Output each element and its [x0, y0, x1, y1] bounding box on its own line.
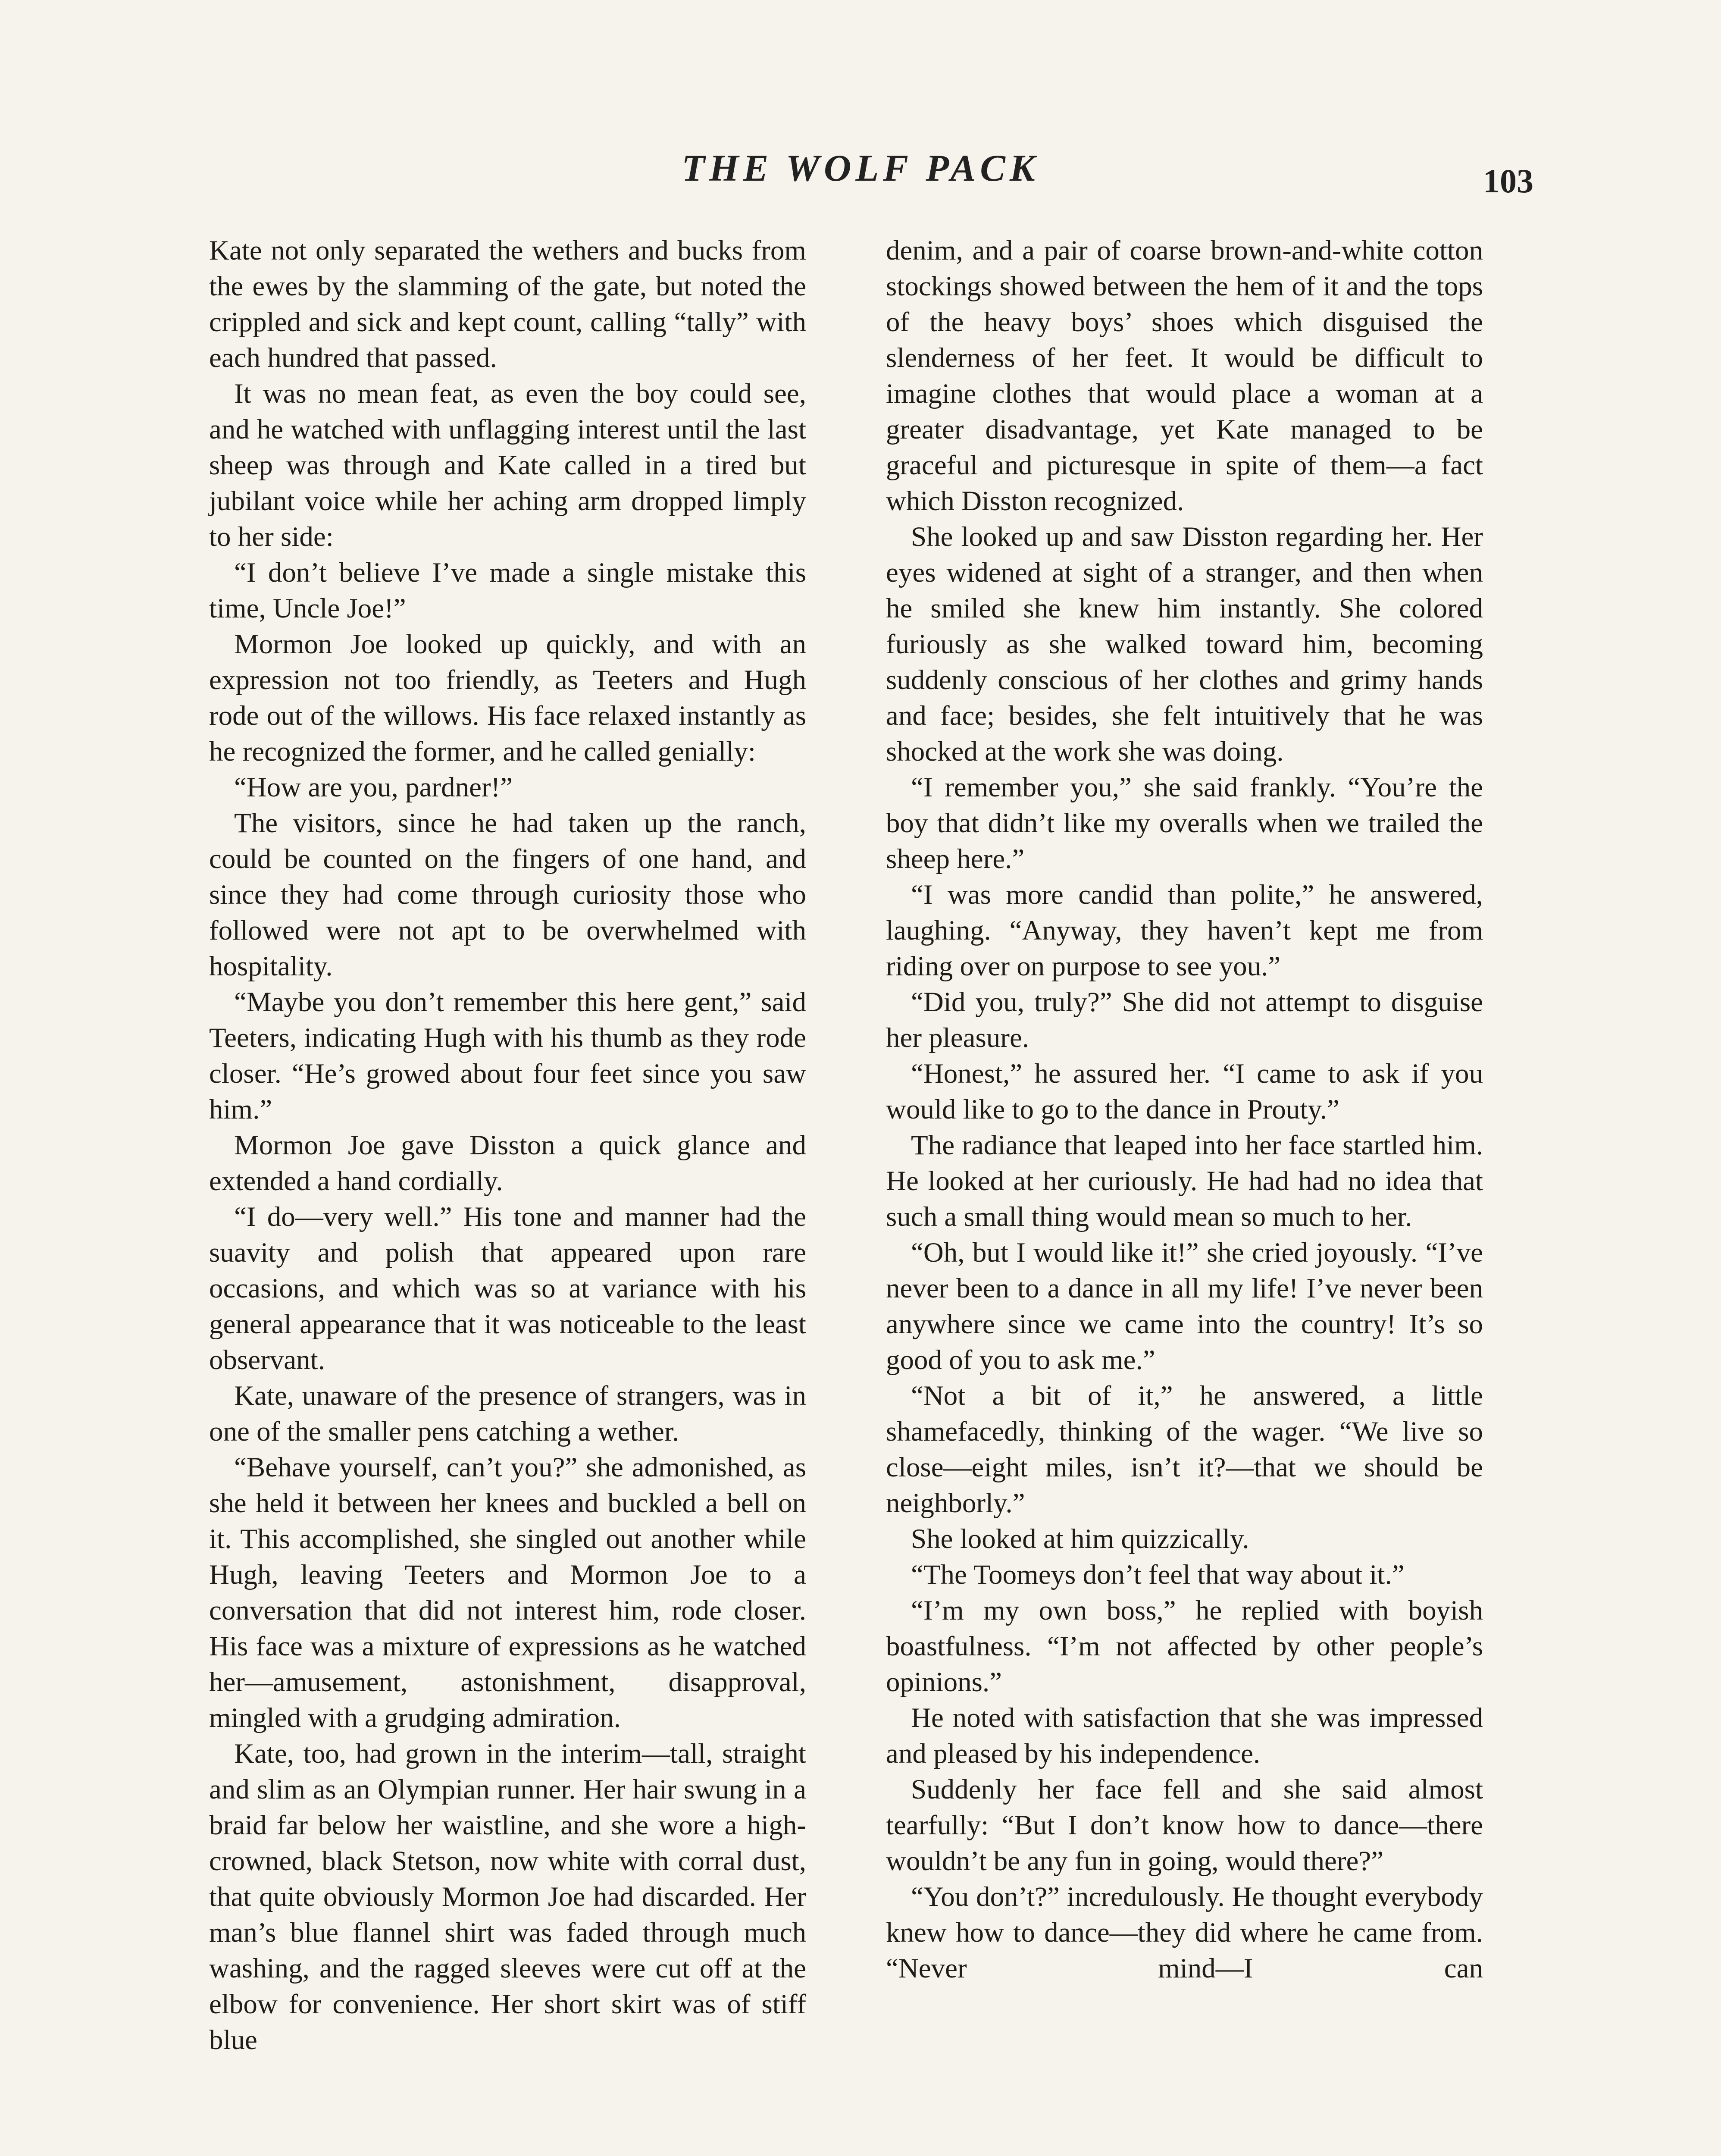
paragraph: Kate not only separated the wethers and bucks from the ewes by the slamming of the gate, but noted the crippled and sick and kept count, calling “tally” with each hundred that passed. — [209, 235, 806, 373]
paragraph: “I remember you,” she said frankly. “You’re the boy that didn’t like my overalls when we trailed the sheep here.” — [886, 772, 1483, 874]
paragraph: denim, and a pair of coarse brown-and-white cotton stockings showed between the hem of it and the tops of the heavy boys’ shoes which disguised the slenderness of her feet. It would be difficult to imagine clothes that would place a woman at a greater disadvantage, yet Kate managed to be graceful and picturesque in spite of them—a fact which Disston recognized. — [886, 235, 1483, 517]
paragraph: The radiance that leaped into her face startled him. He looked at her curiously. He had had no idea that such a small thing would mean so much to her. — [886, 1130, 1483, 1232]
running-head: THE WOLF PACK — [682, 147, 1039, 189]
paragraph: “Maybe you don’t remember this here gent,” said Teeters, indicating Hugh with his thumb as they rode closer. “He’s growed about four feet since you saw him.” — [209, 987, 806, 1125]
right-column — [886, 233, 1483, 1987]
paragraph: She looked up and saw Disston regarding her. Her eyes widened at sight of a stranger, and then when he smiled she knew him instantly. She colored furiously as she walked toward him, becoming suddenly conscious of her clothes and grimy hands and face; besides, she felt intuitively that he was shocked at the work she was doing. — [886, 521, 1483, 767]
paragraph: “Not a bit of it,” he answered, a little shamefacedly, thinking of the wager. “We live so close—eight miles, isn’t it?—that we should be neighborly.” — [886, 1380, 1483, 1519]
paragraph: She looked at him quizzically. — [911, 1523, 1249, 1554]
paragraph: “Honest,” he assured her. “I came to ask if you would like to go to the dance in Prouty.” — [886, 1058, 1483, 1125]
paragraph: Mormon Joe gave Disston a quick glance and extended a hand cordially. — [209, 1130, 806, 1197]
paragraph: He noted with satisfaction that she was impressed and pleased by his independence. — [886, 1702, 1483, 1769]
paragraph: Mormon Joe looked up quickly, and with an expression not too friendly, as Teeters and Hugh rode out of the willows. His face relaxed instantly as he recognized the former, and he called genially: — [209, 629, 806, 767]
paragraph: “Did you, truly?” She did not attempt to disguise her pleasure. — [886, 987, 1483, 1053]
paragraph: “I do—very well.” His tone and manner had the suavity and polish that appeared upon rare occasions, and which was so at variance with his general appearance that it was noticeable to the least observant. — [209, 1201, 806, 1376]
left-column — [209, 233, 806, 2058]
paragraph: “You don’t?” incredulously. He thought everybody knew how to dance—they did where he came from. “Never mind—I can — [886, 1881, 1483, 1984]
paragraph: “I was more candid than polite,” he answered, laughing. “Anyway, they haven’t kept me from riding over on purpose to see you.” — [886, 879, 1483, 982]
paragraph: Suddenly her face fell and she said almost tearfully: “But I don’t know how to dance—there wouldn’t be any fun in going, would there?” — [886, 1774, 1483, 1877]
paragraph: Kate, too, had grown in the interim—tall, straight and slim as an Olympian runner. Her hair swung in a braid far below her waistline, and she wore a high-crowned, black Stetson, now white with corral dust, that quite obviously Mormon Joe had discarded. Her man’s blue flannel shirt was faded through much washing, and the ragged sleeves were cut off at the elbow for convenience. Her short skirt was of stiff blue — [209, 1738, 806, 2056]
paragraph: “Oh, but I would like it!” she cried joyously. “I’ve never been to a dance in all my life! I’ve never been anywhere since we came into the country! It’s so good of you to ask me.” — [886, 1237, 1483, 1376]
paragraph: The visitors, since he had taken up the ranch, could be counted on the fingers of one hand, and since they had come through curiosity those who followed were not apt to be overwhelmed with hospitality. — [209, 808, 806, 982]
paragraph: “How are you, pardner!” — [234, 772, 513, 803]
paragraph: “The Toomeys don’t feel that way about it.” — [911, 1559, 1405, 1590]
paragraph: Kate, unaware of the presence of strangers, was in one of the smaller pens catching a wether. — [209, 1380, 806, 1447]
paragraph: It was no mean feat, as even the boy could see, and he watched with unflagging interest until the last sheep was through and Kate called in a tired but jubilant voice while her aching arm dropped limply to her side: — [209, 378, 806, 552]
page-number: 103 — [1483, 162, 1533, 200]
paragraph: “I don’t believe I’ve made a single mistake this time, Uncle Joe!” — [209, 557, 806, 624]
paragraph: “I’m my own boss,” he replied with boyish boastfulness. “I’m not affected by other people’s opinions.” — [886, 1595, 1483, 1698]
paragraph: “Behave yourself, can’t you?” she admonished, as she held it between her knees and buckled a bell on it. This accomplished, she singled out another while Hugh, leaving Teeters and Mormon Joe to a conversation that did not interest him, rode closer. His face was a mixture of expressions as he watched her—amusement, astonishment, disapproval, mingled with a grudging admiration. — [209, 1452, 806, 1733]
